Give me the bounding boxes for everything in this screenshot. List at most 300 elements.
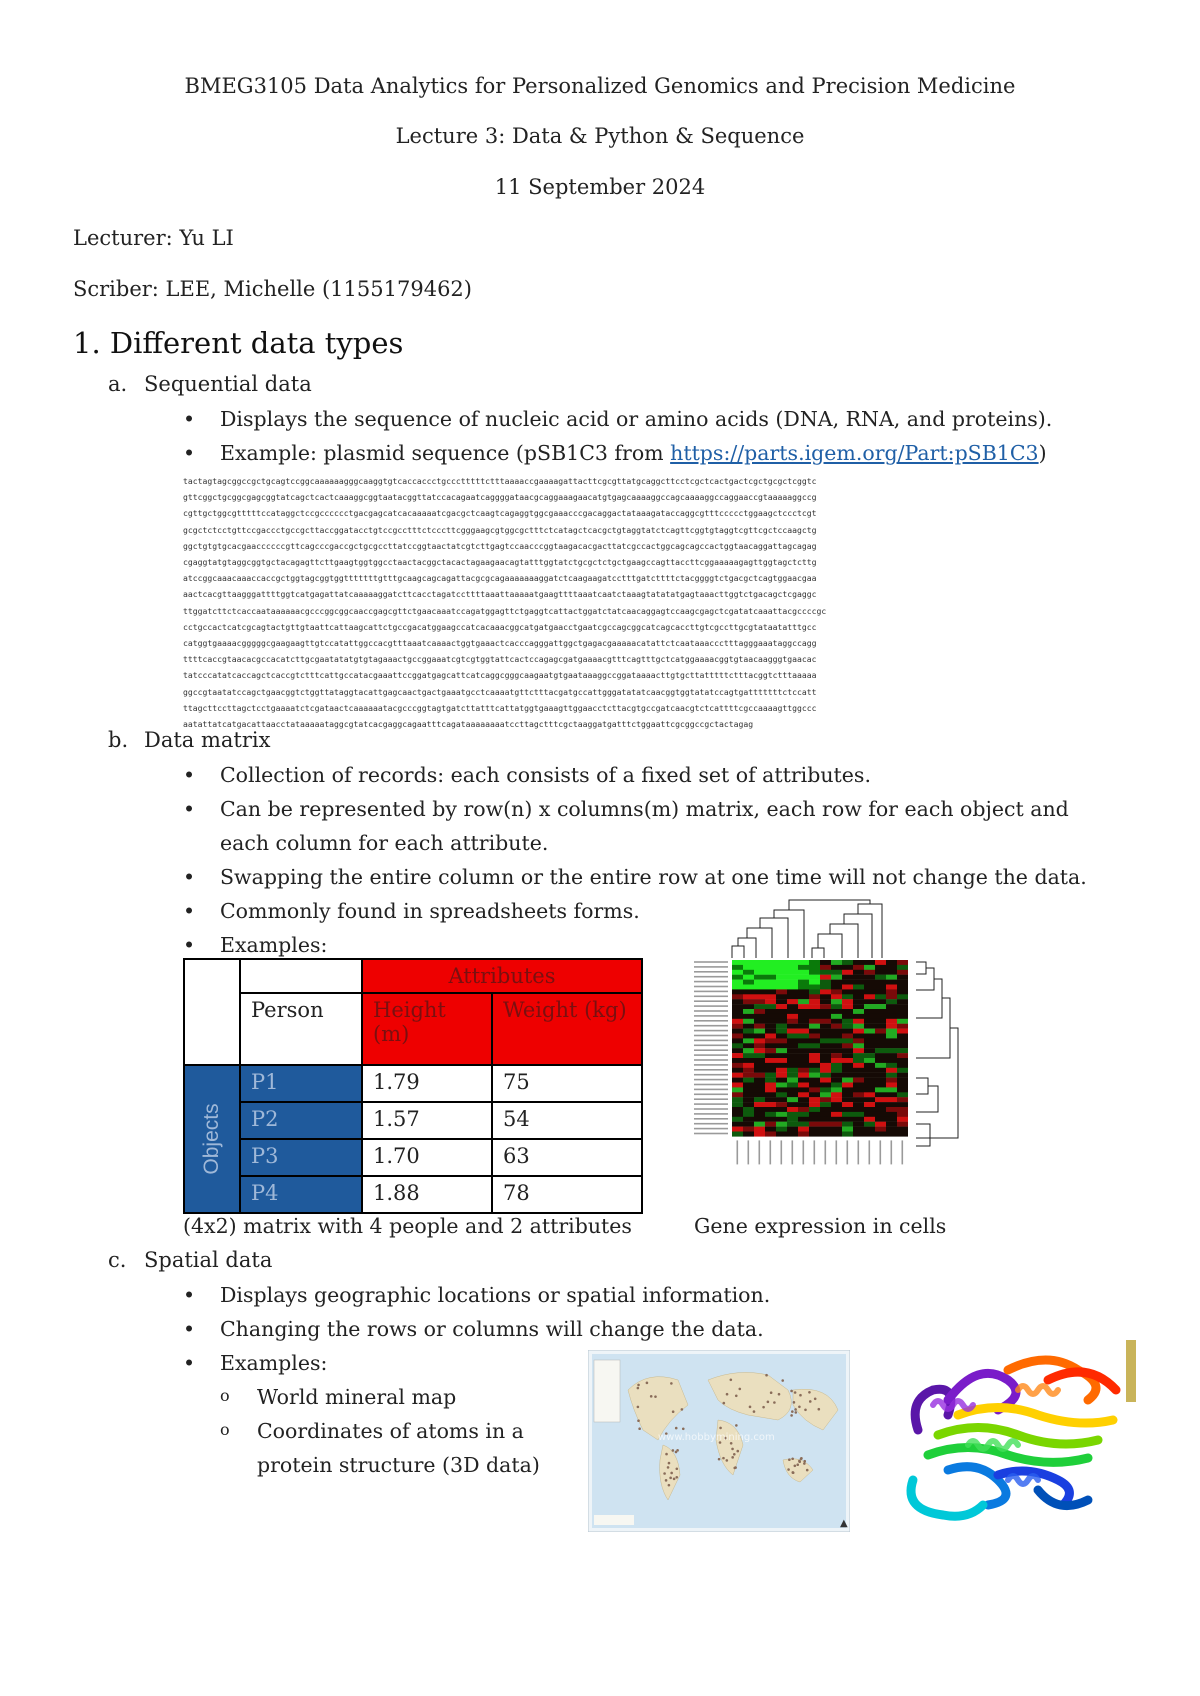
north-arrow-icon: ▲ <box>840 1518 848 1529</box>
row-person: P4 <box>240 1176 362 1213</box>
heatmap-cell <box>853 1034 864 1039</box>
table-row <box>184 1139 642 1176</box>
heatmap-cell <box>886 1038 897 1043</box>
heatmap-cell <box>765 1024 776 1029</box>
heatmap-cell <box>864 1127 875 1132</box>
heatmap-cell <box>875 1107 886 1112</box>
mineral-dot <box>731 1448 734 1451</box>
heatmap-cell <box>842 1063 853 1068</box>
mineral-dot <box>718 1458 721 1461</box>
heatmap-cell <box>732 1102 743 1107</box>
heatmap-cell <box>853 1092 864 1097</box>
heatmap-cell <box>776 1127 787 1132</box>
data-matrix-table <box>183 958 643 1214</box>
heatmap-cell <box>754 1083 765 1088</box>
heatmap-cell <box>787 1132 798 1137</box>
heatmap-cell <box>776 975 787 980</box>
heatmap-cell <box>864 989 875 994</box>
row-label-mark <box>694 1015 728 1017</box>
mineral-dot <box>665 1453 668 1456</box>
mineral-dot <box>675 1451 678 1454</box>
heatmap-cell <box>798 1083 809 1088</box>
heatmap-cell <box>732 1107 743 1112</box>
heatmap-cell <box>798 975 809 980</box>
sequence-line: gcgctctcctgttccgaccctgccgcttaccggatacctgtccgcctttctcccttcgggaagcgtggcgctttctcatagctcacgctgtaggtatctcagttcggtgtaggtcgttcgctccaagctg <box>183 524 817 535</box>
heatmap-cell <box>776 985 787 990</box>
heatmap-cell <box>864 1083 875 1088</box>
row-height: 1.79 <box>362 1065 492 1102</box>
heatmap-cell <box>732 1043 743 1048</box>
heatmap-cell <box>809 1083 820 1088</box>
heatmap-cell <box>787 1068 798 1073</box>
heatmap-cell <box>831 1078 842 1083</box>
heatmap-cell <box>897 1117 908 1122</box>
heatmap-cell <box>853 960 864 965</box>
row-weight: 78 <box>492 1176 642 1213</box>
heatmap-cell <box>820 1048 831 1053</box>
mineral-dot <box>637 1406 640 1409</box>
list-item: o World mineral map <box>220 1380 540 1414</box>
row-label-mark <box>694 1113 728 1115</box>
heatmap-cell <box>787 975 798 980</box>
heatmap-cell <box>765 1053 776 1058</box>
subsection-letter: c. <box>108 1248 127 1272</box>
column-label-mark <box>858 1140 860 1164</box>
heatmap-cell <box>820 1029 831 1034</box>
heatmap-cell <box>875 975 886 980</box>
heatmap-cell <box>875 1112 886 1117</box>
heatmap-cell <box>897 1009 908 1014</box>
heatmap-cell <box>765 1127 776 1132</box>
heatmap-cell <box>897 965 908 970</box>
mineral-dot <box>676 1467 679 1470</box>
heatmap-cell <box>864 1122 875 1127</box>
row-label-mark <box>694 1074 728 1076</box>
column-label-mark <box>880 1140 882 1164</box>
column-label-mark <box>803 1140 805 1164</box>
row-label-mark <box>694 1133 728 1135</box>
heatmap-cell <box>864 970 875 975</box>
mineral-dot <box>735 1424 738 1427</box>
row-height: 1.88 <box>362 1176 492 1213</box>
heatmap-cell <box>732 1068 743 1073</box>
mineral-dot <box>803 1460 806 1463</box>
heatmap-cell <box>798 994 809 999</box>
mineral-dot <box>790 1414 793 1417</box>
row-label-mark <box>694 1108 728 1110</box>
heatmap-cell <box>798 1107 809 1112</box>
row-label-mark <box>694 1103 728 1105</box>
heatmap-cell <box>798 1058 809 1063</box>
heatmap-cell <box>765 1048 776 1053</box>
heatmap-cell <box>886 1127 897 1132</box>
heatmap-cell <box>743 1058 754 1063</box>
heatmap-cell <box>820 1063 831 1068</box>
heatmap-cell <box>787 1083 798 1088</box>
heatmap-cell <box>809 1009 820 1014</box>
heatmap-cell <box>754 1127 765 1132</box>
heatmap-cell <box>875 999 886 1004</box>
heatmap-cell <box>820 1024 831 1029</box>
heatmap-cell <box>886 1107 897 1112</box>
heatmap-cell <box>787 1112 798 1117</box>
mineral-dot <box>675 1427 678 1430</box>
heatmap-cell <box>831 1009 842 1014</box>
heatmap-cell <box>787 1087 798 1092</box>
heatmap-cell <box>864 1102 875 1107</box>
heatmap-cell <box>864 1058 875 1063</box>
heatmap-cell <box>897 1102 908 1107</box>
heatmap-cell <box>798 1132 809 1137</box>
heatmap-cell <box>897 999 908 1004</box>
heatmap-cell <box>765 1087 776 1092</box>
heatmap-cell <box>776 960 787 965</box>
heatmap-cell <box>809 1078 820 1083</box>
heatmap-cell <box>809 960 820 965</box>
mineral-dot <box>808 1391 811 1394</box>
heatmap-cell <box>798 1122 809 1127</box>
heatmap-cell <box>897 1043 908 1048</box>
heatmap-cell <box>875 1024 886 1029</box>
heatmap-cell <box>853 1053 864 1058</box>
table-blank <box>240 959 362 993</box>
heatmap-cell <box>743 1102 754 1107</box>
heatmap-cell <box>732 1014 743 1019</box>
mineral-dot <box>650 1395 653 1398</box>
heatmap-cell <box>897 989 908 994</box>
heatmap-cell <box>886 975 897 980</box>
row-label-mark <box>694 981 728 983</box>
heatmap-cell <box>798 1112 809 1117</box>
image-edge <box>1126 1340 1136 1402</box>
heatmap-cell <box>776 1112 787 1117</box>
heatmap-cell <box>875 1043 886 1048</box>
heatmap-cell <box>765 965 776 970</box>
heatmap-cell <box>820 1073 831 1078</box>
heatmap-cell <box>886 1029 897 1034</box>
col-person: Person <box>240 993 362 1065</box>
heatmap-cell <box>765 1058 776 1063</box>
heatmap-cell <box>754 1132 765 1137</box>
heatmap-cell <box>864 1024 875 1029</box>
heatmap-cell <box>798 960 809 965</box>
mineral-dot <box>682 1427 685 1430</box>
sequence-line: tatcccatatcaccagctcaccgtctttcattgccatacgaaattccggatgagcattcatcaggcgggcaagaatgtgaataaaggccggataaaacttgtgcttatttttctttacggtctttaaaaa <box>183 670 817 681</box>
heatmap-cell <box>754 1092 765 1097</box>
heatmap-cell <box>853 1083 864 1088</box>
heatmap-cell <box>853 1043 864 1048</box>
heatmap-cell <box>842 1117 853 1122</box>
heatmap-cell <box>798 1068 809 1073</box>
col-height: Height (m) <box>362 993 492 1065</box>
world-mineral-map <box>588 1350 850 1532</box>
row-label-mark <box>694 1000 728 1002</box>
heatmap-cell <box>732 1024 743 1029</box>
heatmap-cell <box>897 1112 908 1117</box>
heatmap-cell <box>765 1122 776 1127</box>
heatmap-cell <box>776 1122 787 1127</box>
heatmap-cell <box>765 1014 776 1019</box>
heatmap-cell <box>831 1014 842 1019</box>
heatmap-cell <box>787 1107 798 1112</box>
heatmap-cell <box>787 1073 798 1078</box>
heatmap-cell <box>842 1083 853 1088</box>
heatmap-cell <box>798 985 809 990</box>
mineral-dot <box>668 1462 671 1465</box>
mineral-dot <box>731 1456 734 1459</box>
column-label-mark <box>869 1140 871 1164</box>
mineral-dot <box>790 1390 793 1393</box>
heatmap-cell <box>787 1029 798 1034</box>
mineral-dot <box>672 1449 675 1452</box>
section-heading: 1. Different data types <box>73 326 404 360</box>
row-label-mark <box>694 1049 728 1051</box>
heatmap-cell <box>886 1122 897 1127</box>
heatmap-cell <box>897 970 908 975</box>
row-label-mark <box>694 1059 728 1061</box>
heatmap-cell <box>842 1092 853 1097</box>
row-weight: 75 <box>492 1065 642 1102</box>
heatmap-cell <box>831 1097 842 1102</box>
heatmap-cell <box>842 994 853 999</box>
heatmap-cell <box>743 1014 754 1019</box>
heatmap-cell <box>776 1038 787 1043</box>
heatmap-cell <box>776 1019 787 1024</box>
heatmap-cell <box>743 1034 754 1039</box>
heatmap-cell <box>897 1087 908 1092</box>
heatmap-cell <box>842 989 853 994</box>
heatmap-cell <box>765 975 776 980</box>
mineral-dot <box>796 1463 799 1466</box>
heatmap-cell <box>798 1024 809 1029</box>
heatmap-cell <box>820 1078 831 1083</box>
column-label-mark <box>814 1140 816 1164</box>
mineral-dot <box>778 1393 781 1396</box>
heatmap-cell <box>743 1092 754 1097</box>
column-dendrogram <box>732 900 882 958</box>
heatmap-cell <box>831 1083 842 1088</box>
heatmap-cell <box>842 1038 853 1043</box>
row-label-mark <box>694 986 728 988</box>
mineral-dot <box>806 1469 809 1472</box>
heatmap-cell <box>875 1014 886 1019</box>
column-label-mark <box>836 1140 838 1164</box>
heatmap-cell <box>732 985 743 990</box>
sequence-line: tactagtagcggccgctgcagtccggcaaaaaagggcaaggtgtcaccaccctgccctttttctttaaaaccgaaaagattacttcgcgttatgcaggcttcctcgctcactgactcgctgcgctcggtc <box>183 476 817 486</box>
heatmap-cell <box>776 1063 787 1068</box>
heatmap-cell <box>831 1092 842 1097</box>
heatmap-cell <box>886 1053 897 1058</box>
list-item: • Displays the sequence of nucleic acid or amino acids (DNA, RNA, and proteins). <box>183 402 1143 436</box>
heatmap-cell <box>732 1034 743 1039</box>
heatmap-cell <box>732 1132 743 1137</box>
heatmap-cell <box>776 1009 787 1014</box>
heatmap-cell <box>897 1029 908 1034</box>
heatmap-cell <box>864 1073 875 1078</box>
row-label-mark <box>694 1094 728 1096</box>
heatmap-cell <box>787 1127 798 1132</box>
heatmap-cell <box>754 1053 765 1058</box>
heatmap-cell <box>886 1097 897 1102</box>
heatmap-cell <box>897 1097 908 1102</box>
heatmap-cell <box>787 1009 798 1014</box>
heatmap-cell <box>853 970 864 975</box>
heatmap-cell <box>831 999 842 1004</box>
heatmap-cell <box>776 1068 787 1073</box>
heatmap-cell <box>776 970 787 975</box>
heatmap-cell <box>831 994 842 999</box>
heatmap-cell <box>842 975 853 980</box>
list-item: • Can be represented by row(n) x columns(m) matrix, each row for each object and each column for each attribute. <box>183 792 1103 860</box>
mineral-dot <box>646 1382 649 1385</box>
heatmap-cell <box>754 1014 765 1019</box>
mineral-dot <box>637 1419 640 1422</box>
heatmap-cell <box>798 1097 809 1102</box>
igem-link[interactable]: https://parts.igem.org/Part:pSB1C3 <box>670 441 1039 465</box>
heatmap-cell <box>765 1029 776 1034</box>
heatmap-cell <box>875 989 886 994</box>
heatmap-cell <box>765 1009 776 1014</box>
row-label-mark <box>694 1035 728 1037</box>
heatmap-cell <box>842 1127 853 1132</box>
heatmap-cell <box>787 1019 798 1024</box>
heatmap-cell <box>787 994 798 999</box>
heatmap-cell <box>820 1083 831 1088</box>
heatmap-cell <box>787 1117 798 1122</box>
heatmap-cell <box>787 1034 798 1039</box>
heatmap-cell <box>732 1112 743 1117</box>
heatmap-cell <box>732 970 743 975</box>
heatmap-cell <box>864 1034 875 1039</box>
heatmap-cell <box>732 1127 743 1132</box>
mineral-dot <box>791 1457 794 1460</box>
heatmap-cell <box>754 960 765 965</box>
heatmap-cell <box>842 1058 853 1063</box>
mineral-dot <box>735 1394 738 1397</box>
heatmap-cell <box>886 1024 897 1029</box>
heatmap-cell <box>864 994 875 999</box>
heatmap-cell <box>897 960 908 965</box>
objects-label-cell <box>184 1065 240 1213</box>
mineral-dot <box>723 1402 726 1405</box>
heatmap-cell <box>897 1038 908 1043</box>
sequence-line: ttagcttccttagctcctgaaaatctcgataactcaaaaaatacgcccggtagtgatcttatttcattatggtgaaagttggaacctcttacgtgccgatcaacgtctcattttcgccaaaagttggccc <box>183 702 817 713</box>
row-label-mark <box>694 1040 728 1042</box>
heatmap-cell <box>853 1087 864 1092</box>
subsection-title: Sequential data <box>144 372 312 396</box>
heatmap-cell <box>875 1068 886 1073</box>
heatmap-cell <box>864 1107 875 1112</box>
heatmap-cell <box>864 1053 875 1058</box>
mineral-dot <box>722 1457 725 1460</box>
row-label-mark <box>694 1025 728 1027</box>
example-suffix: ) <box>1038 441 1047 465</box>
heatmap-cell <box>820 970 831 975</box>
mineral-dot <box>799 1394 802 1397</box>
heatmap-cell <box>897 1107 908 1112</box>
heatmap-cell <box>897 994 908 999</box>
heatmap-cell <box>897 1004 908 1009</box>
example-prefix: Example: plasmid sequence (pSB1C3 from <box>220 441 671 465</box>
heatmap-cell <box>776 1097 787 1102</box>
mineral-dot <box>719 1427 722 1430</box>
heatmap-cell <box>886 960 897 965</box>
heatmap-cell <box>831 970 842 975</box>
mineral-dot <box>794 1464 797 1467</box>
heatmap-cell <box>831 980 842 985</box>
heatmap-cell <box>743 1112 754 1117</box>
heatmap-cell <box>820 960 831 965</box>
mineral-dot <box>788 1458 791 1461</box>
heatmap-cell <box>776 1083 787 1088</box>
heatmap-cell <box>875 970 886 975</box>
row-label-mark <box>694 1123 728 1125</box>
heatmap-cell <box>853 1019 864 1024</box>
subsection-spatial <box>108 1248 272 1272</box>
heatmap-cell <box>765 970 776 975</box>
heatmap-cell <box>875 980 886 985</box>
heatmap-cell <box>743 1019 754 1024</box>
heatmap-cell <box>798 965 809 970</box>
heatmap-cell <box>798 1073 809 1078</box>
heatmap-cells <box>732 960 908 1137</box>
heatmap-cell <box>864 1132 875 1137</box>
sequence-line: catggtgaaaacgggggcgaagaagttgtccatattggccacgtttaaatcaaaactggtgaaactcacccagggattggctgagacgaaaaacatattctcaataaaccctttagggaaataggccagg <box>183 638 817 649</box>
heatmap-cell <box>897 1122 908 1127</box>
column-label-mark <box>902 1140 904 1164</box>
heatmap-cell <box>864 1048 875 1053</box>
heatmap-cell <box>809 994 820 999</box>
heatmap-cell <box>776 1043 787 1048</box>
mineral-dot <box>668 1484 671 1487</box>
heatmap-cell <box>743 975 754 980</box>
heatmap-cell <box>886 980 897 985</box>
heatmap-cell <box>754 970 765 975</box>
heatmap-cell <box>886 1087 897 1092</box>
heatmap-cell <box>798 1043 809 1048</box>
heatmap-cell <box>732 1053 743 1058</box>
heatmap-cell <box>853 989 864 994</box>
heatmap-cell <box>809 1112 820 1117</box>
heatmap-cell <box>897 1014 908 1019</box>
heatmap-cell <box>754 1112 765 1117</box>
heatmap-cell <box>809 1122 820 1127</box>
heatmap-cell <box>853 1097 864 1102</box>
heatmap-cell <box>831 1019 842 1024</box>
heatmap-cell <box>897 1034 908 1039</box>
heatmap-cell <box>897 1048 908 1053</box>
heatmap-cell <box>765 960 776 965</box>
heatmap-cell <box>897 1024 908 1029</box>
mineral-dot <box>663 1472 666 1475</box>
heatmap-cell <box>765 1004 776 1009</box>
row-label-mark <box>694 1020 728 1022</box>
heatmap-cell <box>732 965 743 970</box>
heatmap-cell <box>787 1014 798 1019</box>
heatmap-cell <box>842 1097 853 1102</box>
subsection-data-matrix <box>108 728 270 752</box>
heatmap-cell <box>798 980 809 985</box>
heatmap-cell <box>875 1009 886 1014</box>
heatmap-cell <box>864 1097 875 1102</box>
heatmap-cell <box>897 1019 908 1024</box>
heatmap-cell <box>842 1053 853 1058</box>
heatmap-cell <box>875 1078 886 1083</box>
heatmap-cell <box>853 1063 864 1068</box>
column-label-mark <box>737 1140 739 1164</box>
heatmap-cell <box>886 1063 897 1068</box>
heatmap-cell <box>743 960 754 965</box>
